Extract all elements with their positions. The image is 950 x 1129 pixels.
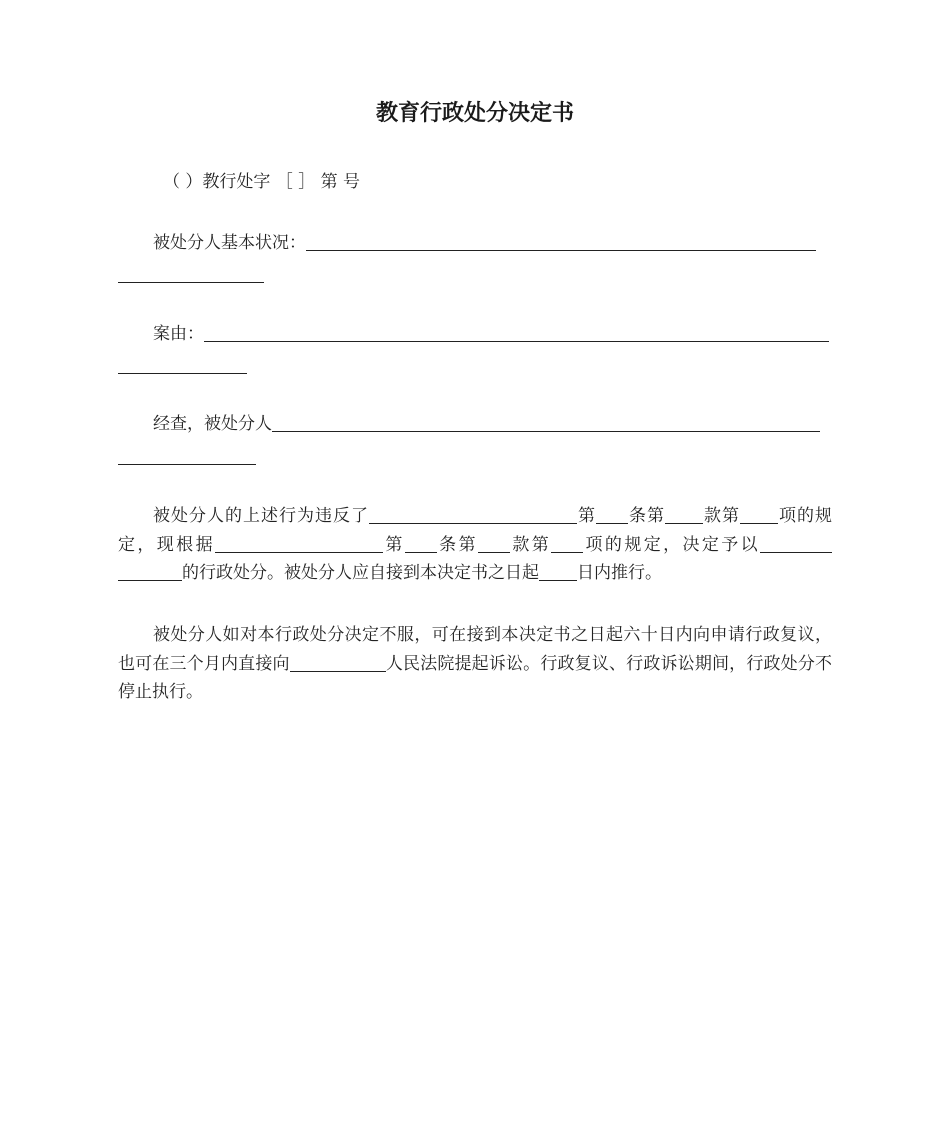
cause-blank (204, 323, 829, 342)
findings-blank (272, 413, 820, 432)
days-blank (539, 562, 577, 581)
article-blank (596, 505, 628, 524)
violation-text-9: 项的规定，决定予以 (583, 534, 761, 555)
violation-paragraph (118, 502, 832, 588)
violation-text-8: 款第 (509, 534, 552, 555)
violation-text-7: 条第 (436, 534, 478, 555)
appeal-text-2: 人民法院提起诉讼。行政复议、行政诉讼期间，行政处分不停止执行。 (118, 653, 833, 702)
basis-law-blank (215, 534, 383, 553)
law-name-blank (369, 505, 577, 524)
violation-text-4: 款第 (703, 506, 740, 526)
basic-info-label: 被处分人基本状况： (153, 233, 306, 253)
cause-label: 案由： (153, 324, 204, 344)
violation-text-6: 第 (382, 534, 405, 555)
violation-text-10: 的行政处分。被处分人应自接到本决定书之日起 (182, 563, 539, 583)
clause-blank (665, 505, 703, 524)
violation-text-5: 项的规定，现根据 (118, 506, 832, 555)
findings-lead: 经查，被处分人 (153, 414, 272, 434)
violation-text-1: 被处分人的上述行为违反了 (153, 506, 369, 526)
penalty-blank (760, 534, 832, 553)
basic-info-field (118, 229, 832, 258)
basic-info-blank (306, 232, 816, 251)
findings-blank-cont (118, 464, 256, 465)
violation-text-11: 日内推行。 (577, 563, 662, 583)
violation-text-2: 第 (577, 506, 596, 526)
findings-field (118, 410, 832, 439)
cause-blank-cont (118, 373, 247, 374)
court-blank (290, 653, 386, 672)
appeal-paragraph (118, 621, 832, 707)
document-number: （ ）教行处字 ［ ］ 第 号 (163, 172, 361, 192)
basis-item-blank (551, 534, 583, 553)
appeal-text-1: 被处分人如对本行政处分决定不服，可在接到本决定书之日起六十日内向申请行政复议，也可在三个月内直接向 (118, 625, 832, 674)
basic-info-blank-cont (118, 282, 264, 283)
penalty-blank-cont (118, 562, 182, 581)
item-blank (740, 505, 778, 524)
basis-clause-blank (478, 534, 510, 553)
basis-article-blank (405, 534, 437, 553)
violation-text-3: 条第 (628, 506, 665, 526)
cause-field (118, 320, 832, 349)
document-title: 教育行政处分决定书 (375, 101, 574, 126)
